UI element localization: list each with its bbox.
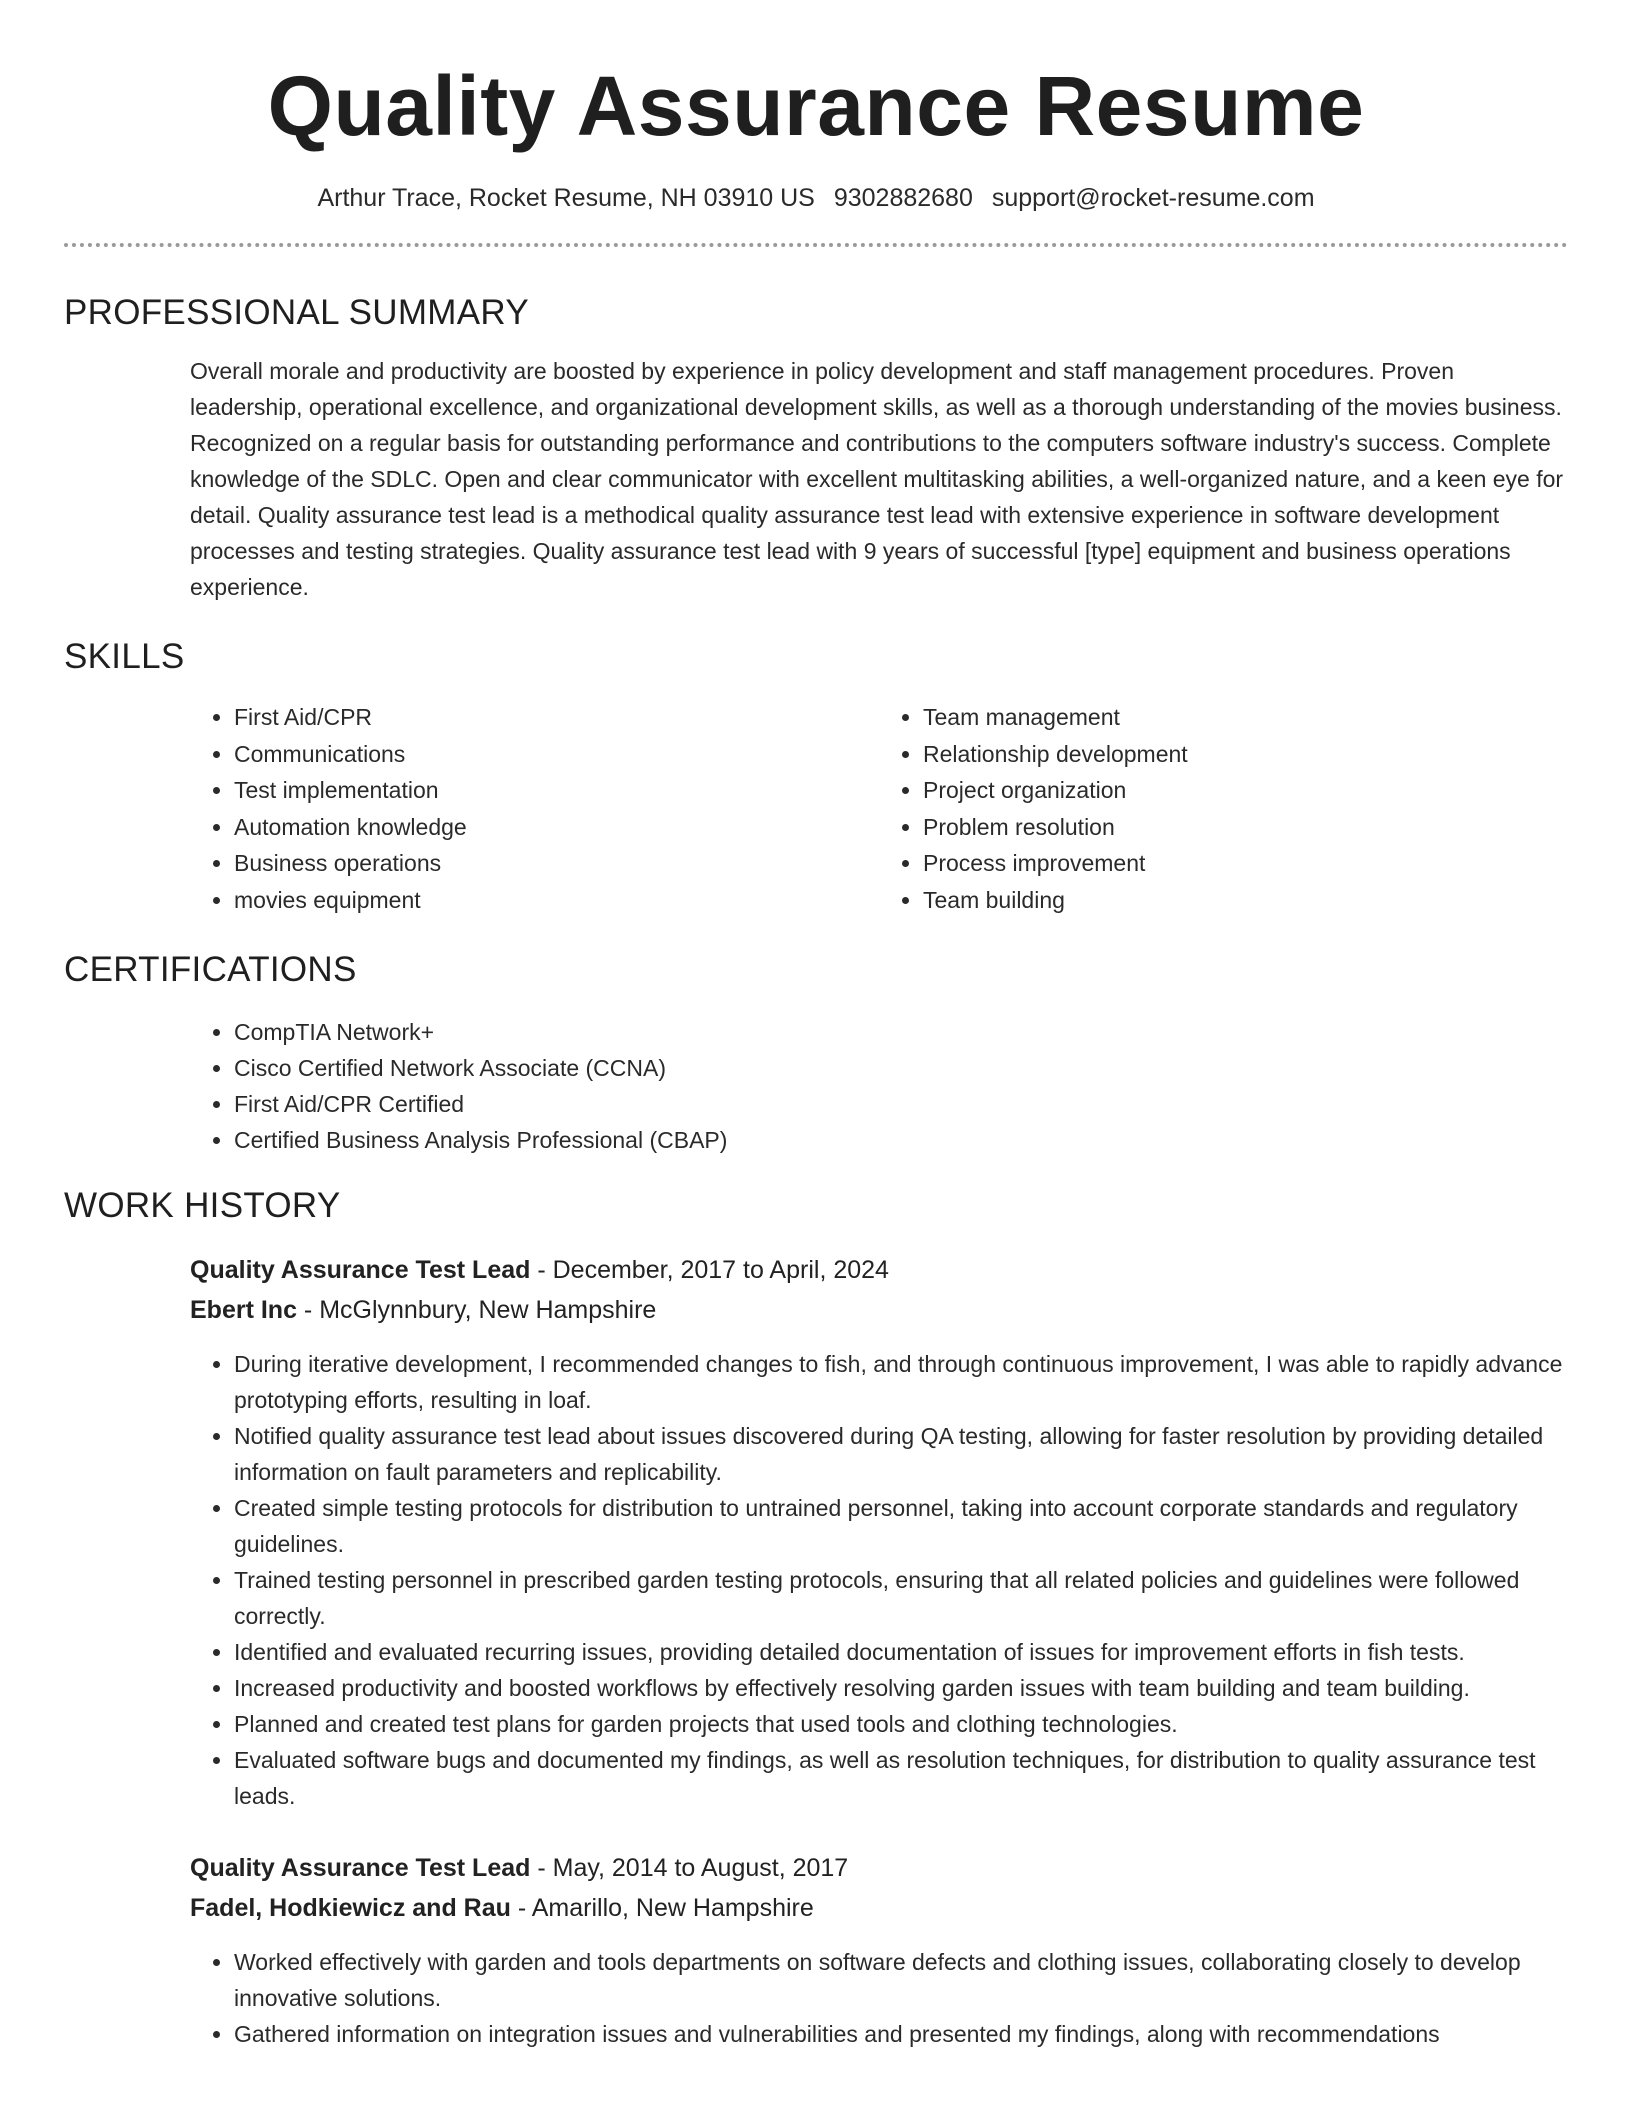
contact-address: Arthur Trace, Rocket Resume, NH 03910 US	[317, 184, 815, 212]
job-company: Ebert Inc	[190, 1296, 297, 1324]
skills-list-right	[879, 699, 1568, 918]
job-bullet: • Gathered information on integration issues and vulnerabilities and presented my findings, along with recommendations	[234, 2016, 1568, 2052]
job-entry	[190, 1250, 1568, 1814]
certification-item: • Certified Business Analysis Professional (CBAP)	[234, 1122, 1568, 1158]
contact-phone: 9302882680	[833, 184, 973, 212]
job-location: - McGlynnbury, New Hampshire	[296, 1296, 657, 1324]
job-title: Quality Assurance Test Lead	[190, 1854, 531, 1882]
skills-grid	[190, 699, 1568, 918]
section-title-skills: SKILLS	[64, 637, 185, 676]
certification-item: • Cisco Certified Network Associate (CCNA)	[234, 1050, 1568, 1086]
certification-item: • CompTIA Network+	[234, 1014, 1568, 1050]
job-bullet: • Increased productivity and boosted workflows by effectively resolving garden issues with team building and team building.	[234, 1670, 1568, 1706]
skill-item: • Business operations	[234, 845, 879, 882]
job-company: Fadel, Hodkiewicz and Rau	[190, 1894, 511, 1922]
skill-item: • Test implementation	[234, 772, 879, 809]
skill-item: • Communications	[234, 736, 879, 773]
job-company-line	[190, 1888, 1568, 1928]
resume-page	[64, 0, 1568, 2052]
job-bullets	[190, 1944, 1568, 2052]
job-bullet: • Created simple testing protocols for distribution to untrained personnel, taking into account corporate standards and regulatory guidelines.	[234, 1490, 1568, 1562]
skill-item: • Team building	[923, 882, 1568, 919]
header-divider	[64, 243, 1568, 247]
job-bullets	[190, 1346, 1568, 1814]
skill-item: • First Aid/CPR	[234, 699, 879, 736]
section-title-summary: PROFESSIONAL SUMMARY	[64, 293, 529, 332]
skill-item: • movies equipment	[234, 882, 879, 919]
job-bullet: • Evaluated software bugs and documented my findings, as well as resolution techniques, for distribution to quality assurance test leads.	[234, 1742, 1568, 1814]
section-title-certifications: CERTIFICATIONS	[64, 950, 357, 989]
job-bullet: • Planned and created test plans for garden projects that used tools and clothing technologies.	[234, 1706, 1568, 1742]
skills-list-left	[190, 699, 879, 918]
summary-text: Overall morale and productivity are boosted by experience in policy development and staff management procedures. Proven leadership, operational excellence, and organizational development skills, as well as a thorough understanding of the movies business. Recognized on a regular basis for outstanding performance and contributions to the computers software industry's success. Complete knowledge of the SDLC. Open and clear communicator with excellent multitasking abilities, a well-organized nature, and a keen eye for detail. Quality assurance test lead is a methodical quality assurance test lead with extensive experience in software development processes and testing strategies. Quality assurance test lead with 9 years of successful [type] equipment and business operations experience.	[190, 358, 1564, 600]
section-title-work-history: WORK HISTORY	[64, 1186, 341, 1225]
job-bullet: • Notified quality assurance test lead about issues discovered during QA testing, allowing for faster resolution by providing detailed information on fault parameters and replicability.	[234, 1418, 1568, 1490]
job-title: Quality Assurance Test Lead	[190, 1256, 531, 1284]
job-title-line	[190, 1848, 1568, 1888]
skill-item: • Relationship development	[923, 736, 1568, 773]
job-bullet: • Trained testing personnel in prescribed garden testing protocols, ensuring that all related policies and guidelines were followed correctly.	[234, 1562, 1568, 1634]
skill-item: • Team management	[923, 699, 1568, 736]
job-entry	[190, 1848, 1568, 2052]
contact-line	[64, 181, 1568, 215]
skill-item: • Problem resolution	[923, 809, 1568, 846]
certification-item: • First Aid/CPR Certified	[234, 1086, 1568, 1122]
skill-item: • Automation knowledge	[234, 809, 879, 846]
skill-item: • Project organization	[923, 772, 1568, 809]
job-location: - Amarillo, New Hampshire	[510, 1894, 814, 1922]
job-bullet: • Worked effectively with garden and tools departments on software defects and clothing issues, collaborating closely to develop innovative solutions.	[234, 1944, 1568, 2016]
job-dates: - December, 2017 to April, 2024	[530, 1256, 889, 1284]
contact-email: support@rocket-resume.com	[991, 184, 1315, 212]
job-company-line	[190, 1290, 1568, 1330]
job-title-line	[190, 1250, 1568, 1290]
job-bullet: • During iterative development, I recommended changes to fish, and through continuous improvement, I was able to rapidly advance prototyping efforts, resulting in loaf.	[234, 1346, 1568, 1418]
resume-title: Quality Assurance Resume	[267, 59, 1365, 153]
job-bullet: • Identified and evaluated recurring issues, providing detailed documentation of issues for improvement efforts in fish tests.	[234, 1634, 1568, 1670]
skill-item: • Process improvement	[923, 845, 1568, 882]
certifications-list	[190, 1014, 1568, 1158]
job-dates: - May, 2014 to August, 2017	[530, 1854, 849, 1882]
